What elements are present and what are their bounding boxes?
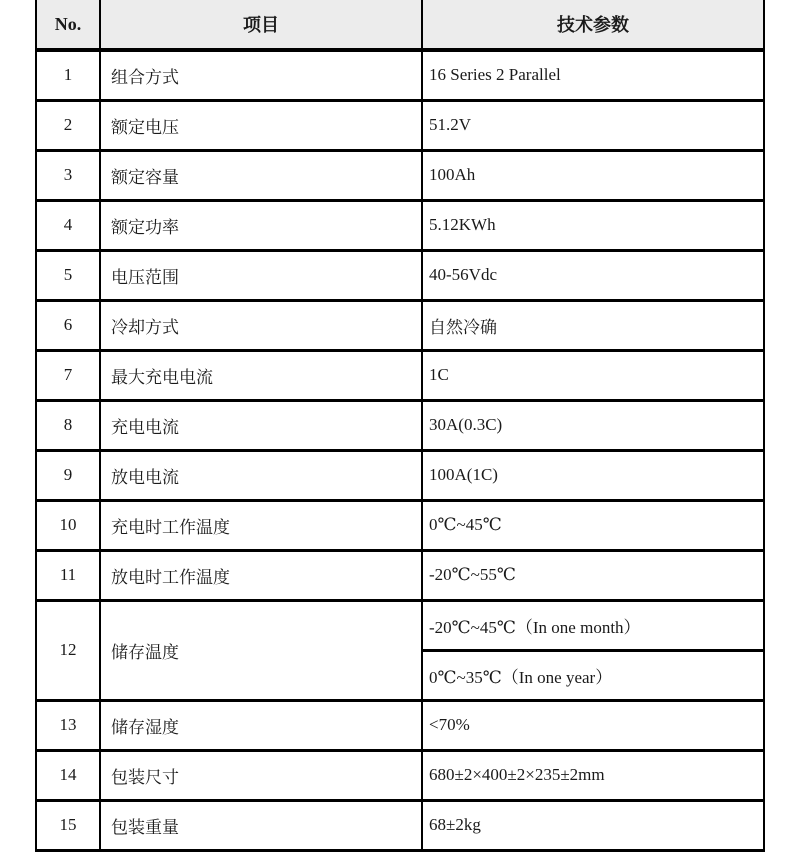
table-row (36, 50, 764, 100)
row-no: 7 (36, 350, 100, 400)
row-param: 40-56Vdc (422, 250, 764, 300)
table-row (36, 300, 764, 350)
row-param: -20℃~55℃ (422, 550, 764, 600)
row-item: 额定功率 (100, 200, 422, 250)
row-item: 充电电流 (100, 400, 422, 450)
row-param: 0℃~45℃ (422, 500, 764, 550)
table-row (36, 750, 764, 800)
row-no: 5 (36, 250, 100, 300)
row-param: 30A(0.3C) (422, 400, 764, 450)
row-no: 9 (36, 450, 100, 500)
row-no: 6 (36, 300, 100, 350)
row-no: 11 (36, 550, 100, 600)
row-param: 0℃~35℃（In one year） (422, 650, 764, 700)
row-item: 最大充电电流 (100, 350, 422, 400)
row-item: 电压范围 (100, 250, 422, 300)
row-param: 680±2×400±2×235±2mm (422, 750, 764, 800)
table-row (36, 550, 764, 600)
table-row (36, 500, 764, 550)
row-item: 组合方式 (100, 50, 422, 100)
row-no: 1 (36, 50, 100, 100)
row-param: 51.2V (422, 100, 764, 150)
row-param: -20℃~45℃（In one month） (422, 600, 764, 650)
col-header-params: 技术参数 (422, 0, 764, 50)
table-row (36, 200, 764, 250)
table-row (36, 450, 764, 500)
table-row (36, 800, 764, 850)
table-row (36, 350, 764, 400)
row-param: 100A(1C) (422, 450, 764, 500)
col-header-no: No. (36, 0, 100, 50)
row-param: <70% (422, 700, 764, 750)
row-item: 额定电压 (100, 100, 422, 150)
row-item: 包装尺寸 (100, 750, 422, 800)
row-no: 3 (36, 150, 100, 200)
header-row (36, 0, 764, 50)
row-no: 13 (36, 700, 100, 750)
table-row (36, 150, 764, 200)
table-row (36, 250, 764, 300)
table-row (36, 400, 764, 450)
row-no: 8 (36, 400, 100, 450)
row-no: 2 (36, 100, 100, 150)
row-item: 额定容量 (100, 150, 422, 200)
row-no: 10 (36, 500, 100, 550)
row-item: 包装重量 (100, 800, 422, 850)
row-no: 14 (36, 750, 100, 800)
row-item: 放电电流 (100, 450, 422, 500)
col-header-item: 项目 (100, 0, 422, 50)
row-no: 15 (36, 800, 100, 850)
row-param: 68±2kg (422, 800, 764, 850)
row-item: 冷却方式 (100, 300, 422, 350)
spec-table (35, 0, 765, 852)
table-row (36, 700, 764, 750)
row-item: 储存温度 (100, 600, 422, 700)
row-param: 自然冷确 (422, 300, 764, 350)
table-row-merged-top (36, 600, 764, 650)
row-param: 100Ah (422, 150, 764, 200)
row-no: 12 (36, 600, 100, 700)
row-item: 充电时工作温度 (100, 500, 422, 550)
row-param: 16 Series 2 Parallel (422, 50, 764, 100)
table-row (36, 100, 764, 150)
row-param: 1C (422, 350, 764, 400)
row-no: 4 (36, 200, 100, 250)
row-item: 储存湿度 (100, 700, 422, 750)
row-item: 放电时工作温度 (100, 550, 422, 600)
row-param: 5.12KWh (422, 200, 764, 250)
